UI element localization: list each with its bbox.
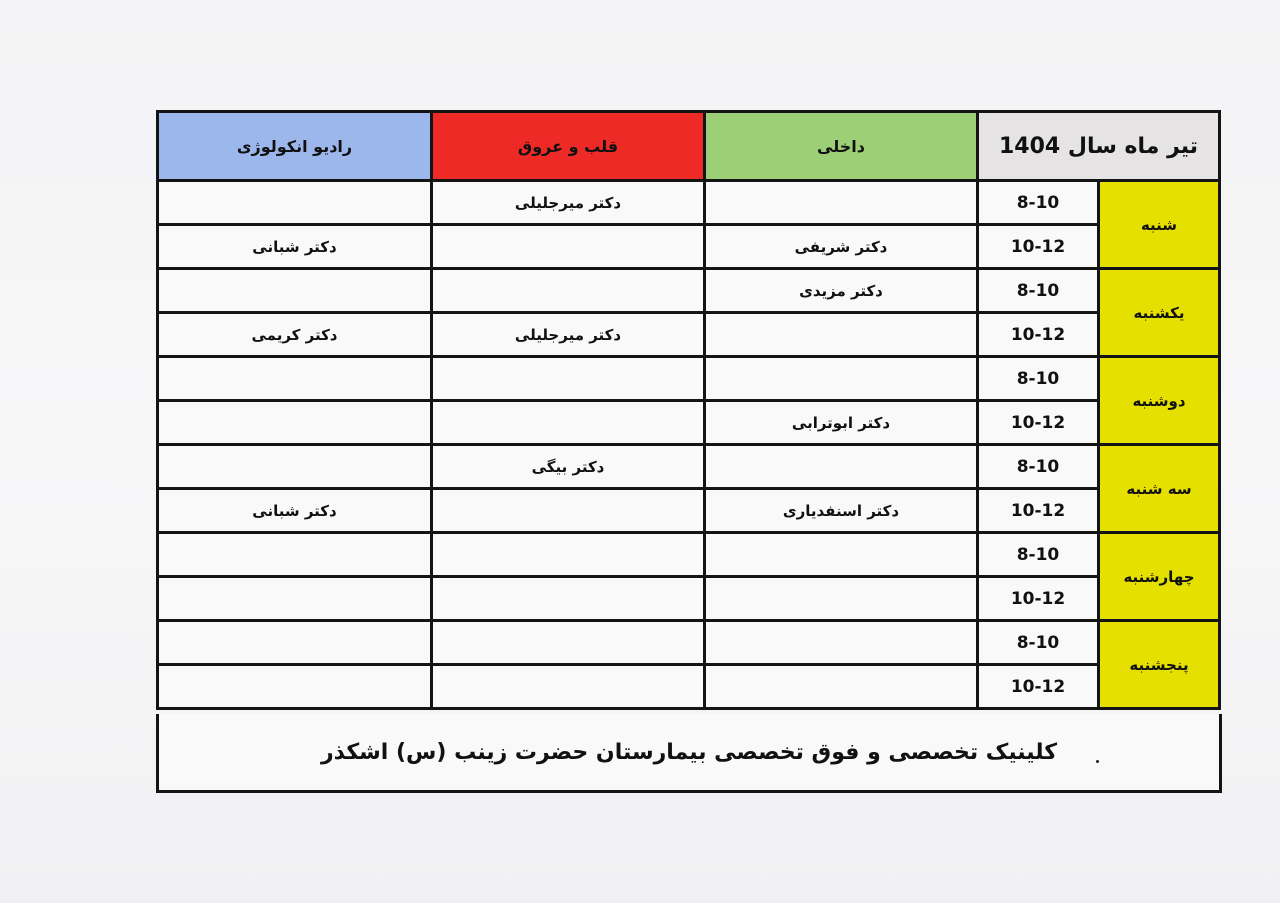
time-slot: 8-10 xyxy=(978,357,1099,401)
doctor-cell-internal xyxy=(705,445,978,489)
doctor-cell-radio xyxy=(158,577,432,621)
doctor-cell-internal xyxy=(705,533,978,577)
schedule-row xyxy=(158,401,1220,445)
time-slot: 10-12 xyxy=(978,665,1099,709)
day-label: شنبه xyxy=(1099,181,1220,269)
time-slot: 10-12 xyxy=(978,313,1099,357)
doctor-cell-radio xyxy=(158,401,432,445)
time-slot: 8-10 xyxy=(978,181,1099,225)
day-label: پنجشنبه xyxy=(1099,621,1220,709)
schedule-row xyxy=(158,577,1220,621)
schedule-title: تیر ماه سال 1404 xyxy=(978,112,1220,181)
doctor-cell-internal xyxy=(705,621,978,665)
doctor-cell-internal: دکتر مزیدی xyxy=(705,269,978,313)
doctor-cell-internal xyxy=(705,577,978,621)
doctor-cell-cardio xyxy=(432,269,705,313)
footer-text: کلینیک تخصصی و فوق تخصصی بیمارستان حضرت زینب (س) اشکذر xyxy=(320,739,1058,765)
schedule-row xyxy=(158,489,1220,533)
schedule-row xyxy=(158,225,1220,269)
doctor-cell-internal xyxy=(705,181,978,225)
time-slot: 8-10 xyxy=(978,445,1099,489)
schedule-row xyxy=(158,621,1220,665)
doctor-cell-cardio: دکتر بیگی xyxy=(432,445,705,489)
time-slot: 8-10 xyxy=(978,533,1099,577)
doctor-cell-radio: دکتر شبانی xyxy=(158,489,432,533)
schedule-row xyxy=(158,269,1220,313)
time-slot: 8-10 xyxy=(978,621,1099,665)
time-slot: 10-12 xyxy=(978,577,1099,621)
doctor-cell-cardio: دکتر میرجلیلی xyxy=(432,313,705,357)
doctor-cell-radio xyxy=(158,533,432,577)
time-slot: 10-12 xyxy=(978,225,1099,269)
dept-header-radio-oncology: رادیو انکولوژی xyxy=(158,112,432,181)
doctor-cell-cardio xyxy=(432,577,705,621)
doctor-cell-internal xyxy=(705,665,978,709)
schedule-row xyxy=(158,181,1220,225)
doctor-cell-internal xyxy=(705,357,978,401)
schedule-row xyxy=(158,665,1220,709)
doctor-cell-radio xyxy=(158,665,432,709)
doctor-cell-cardio xyxy=(432,225,705,269)
dept-header-cardiology: قلب و عروق xyxy=(432,112,705,181)
doctor-cell-radio xyxy=(158,181,432,225)
doctor-cell-radio xyxy=(158,269,432,313)
doctor-cell-cardio xyxy=(432,665,705,709)
doctor-cell-cardio: دکتر میرجلیلی xyxy=(432,181,705,225)
doctor-cell-radio xyxy=(158,357,432,401)
doctor-cell-radio: دکتر کریمی xyxy=(158,313,432,357)
time-slot: 10-12 xyxy=(978,489,1099,533)
header-row xyxy=(158,112,1220,181)
time-slot: 10-12 xyxy=(978,401,1099,445)
footer-banner xyxy=(156,714,1222,793)
doctor-cell-cardio xyxy=(432,533,705,577)
dept-header-internal: داخلی xyxy=(705,112,978,181)
doctor-cell-radio: دکتر شبانی xyxy=(158,225,432,269)
schedule-row xyxy=(158,445,1220,489)
day-label: چهارشنبه xyxy=(1099,533,1220,621)
doctor-cell-cardio xyxy=(432,357,705,401)
doctor-cell-internal: دکتر ابوترابی xyxy=(705,401,978,445)
stray-mark xyxy=(1096,760,1099,763)
day-label: یکشنبه xyxy=(1099,269,1220,357)
doctor-cell-cardio xyxy=(432,621,705,665)
schedule-row xyxy=(158,357,1220,401)
doctor-cell-radio xyxy=(158,621,432,665)
doctor-cell-radio xyxy=(158,445,432,489)
doctor-cell-internal: دکتر اسنفدیاری xyxy=(705,489,978,533)
doctor-cell-internal: دکتر شریفی xyxy=(705,225,978,269)
time-slot: 8-10 xyxy=(978,269,1099,313)
day-label: دوشنبه xyxy=(1099,357,1220,445)
schedule-row xyxy=(158,313,1220,357)
schedule-body xyxy=(158,112,1220,709)
doctor-cell-cardio xyxy=(432,401,705,445)
doctor-cell-internal xyxy=(705,313,978,357)
doctor-cell-cardio xyxy=(432,489,705,533)
schedule-row xyxy=(158,533,1220,577)
clinic-schedule-table xyxy=(156,110,1221,710)
day-label: سه شنبه xyxy=(1099,445,1220,533)
